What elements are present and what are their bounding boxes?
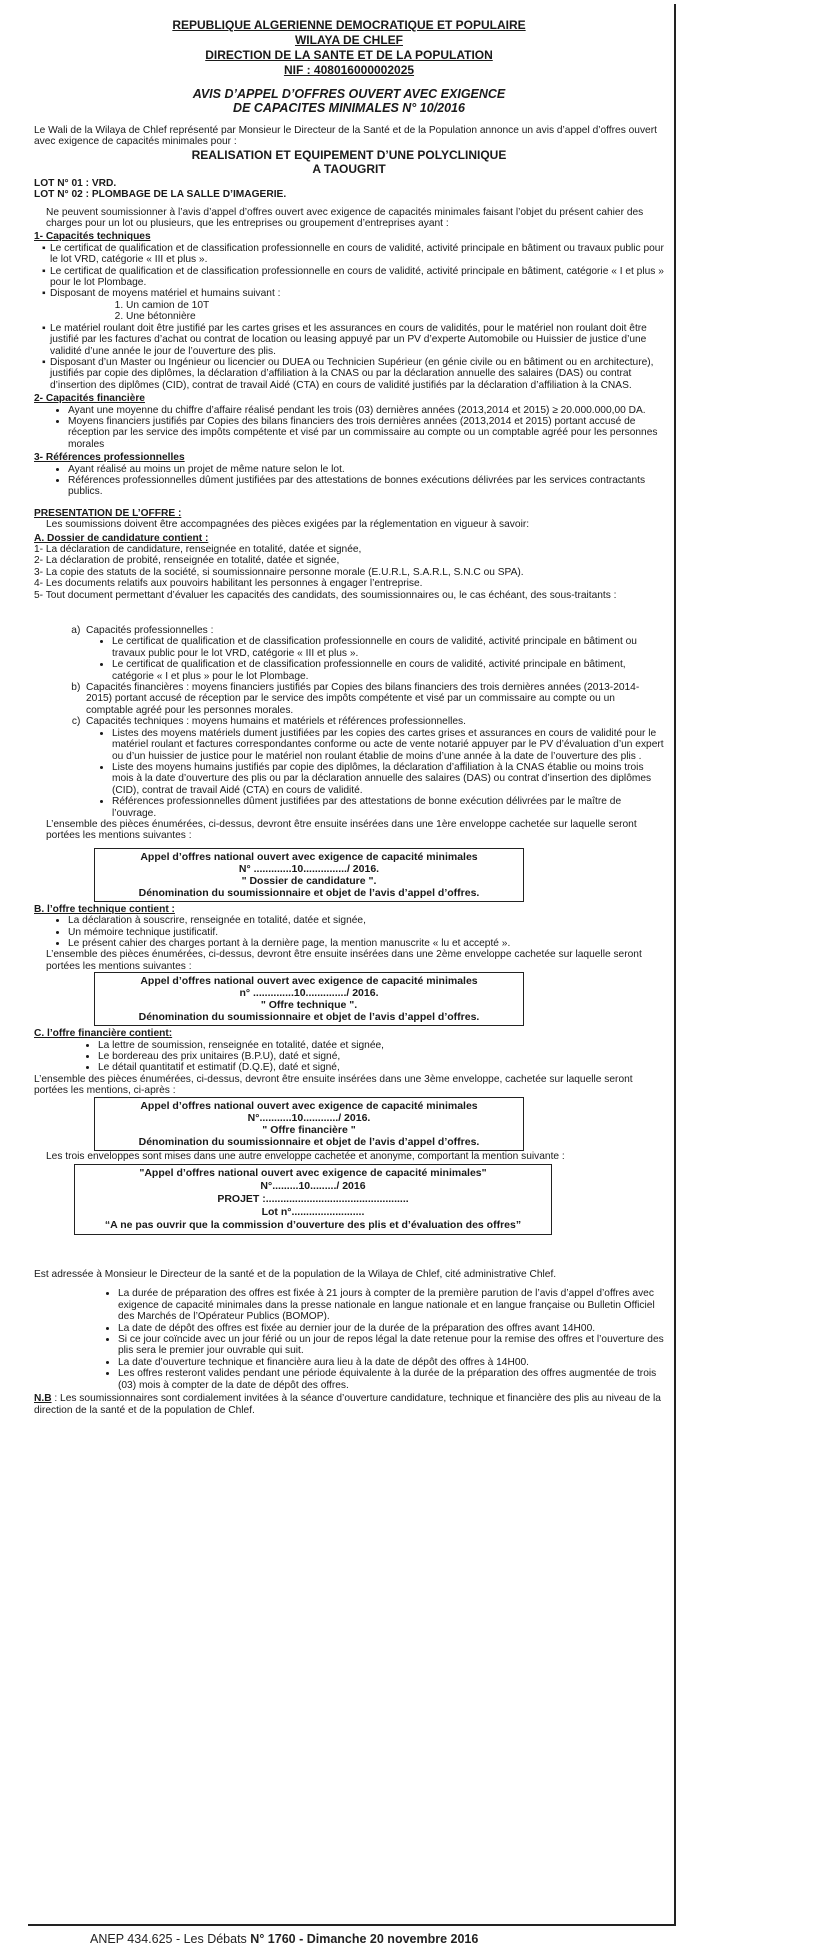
box-line: "Appel d’offres national ouvert avec exigence de capacité minimales": [139, 1167, 487, 1180]
dossier-item-1: 1- La déclaration de candidature, renseignée en totalité, datée et signée,: [34, 544, 362, 555]
rules-list: [34, 1288, 664, 1391]
box-line: Appel d’offres national ouvert avec exigence de capacité minimales: [140, 850, 478, 863]
box-line: Dénomination du soumissionnaire et objet de l’avis d’appel d’offres.: [138, 1011, 480, 1024]
list-item: • Le présent cahier des charges portant à la dernière page, la mention manuscrite « lu et accepté ».: [68, 938, 664, 949]
list-item: • Le certificat de qualification et de classification professionnelle en cours de validité, activité principale en bâtiment, catégorie « I et plus » pour le lot Plombage.: [112, 659, 664, 682]
dossier-closing: L’ensemble des pièces énumérées, ci-dessus, devront être ensuite insérées dans une 1ère enveloppe cachetée sur laquelle seront portées les mentions suivantes :: [46, 818, 637, 842]
dossier-item-3: 3- La copie des statuts de la société, si soumissionnaire personne morale (E.U.R.L, S.A.R.L, S.N.C ou SPA).: [34, 566, 524, 578]
references-heading: 3- Références professionnelles: [34, 452, 185, 464]
financial-offer-list: [34, 1040, 664, 1074]
box-line: Dénomination du soumissionnaire et objet de l’avis d’appel d’offres.: [138, 886, 480, 899]
list-item: ▪ Le matériel roulant doit être justifié par les cartes grises et les assurances en cours de validités, pour le matériel non roulant doit être justifié par les factures d’achat ou contrat de location ou leasing appuyé par un PV d’experte Automobile ou Huissier de justice d’une validité d’une année le jour de l’ouverture des plis.: [44, 323, 664, 357]
list-item: • Références professionnelles dûment justifiées par des attestations de bonnes exécutions délivrées par les services contractants publics.: [68, 475, 664, 498]
professional-label: Capacités professionnelles :: [86, 625, 214, 637]
header-nif: NIF : 408016000002025: [283, 63, 415, 77]
list-item: ▪ Disposant d’un Master ou Ingénieur ou licencier ou DUEA ou Technicien Supérieur (en génie civile ou en bâtiment ou en architecture), justifiés par copie des diplômes, la déclaration d’affiliation à la CNAS ou par la déclaration annuelle des salaires (DAS) ou contrat d’insertion des diplômes (CID), contrat de travail Aidé (CTA) en cours de validité justifiés par la déclaration d’affiliation à la CNAS.: [44, 357, 664, 391]
technical-list: [86, 728, 664, 819]
box-line: Dénomination du soumissionnaire et objet de l’avis d’appel d’offres.: [138, 1135, 480, 1148]
list-item: • Le certificat de qualification et de classification professionnelle en cours de validité, activité principale en bâtiment ou travaux public pour le lot VRD, catégorie « III et plus ».: [112, 636, 664, 659]
list-item-professional: [86, 625, 664, 682]
box-line: " Offre financière ": [262, 1123, 356, 1136]
box-line: " Dossier de candidature ".: [241, 874, 377, 887]
dossier-item-5: 5- Tout document permettant d’évaluer les capacités des candidats, des soumissionnaires ou, le cas échéant, des sous-traitants :: [34, 589, 617, 601]
technical-envelope-box: [94, 972, 524, 1026]
list-item-technical: [86, 716, 664, 819]
box-line: Appel d’offres national ouvert avec exigence de capacité minimales: [140, 1099, 478, 1112]
presentation-heading: PRESENTATION DE L’OFFRE :: [34, 507, 182, 519]
list-item: • La date d’ouverture technique et financière aura lieu à la date de dépôt des offres à 14H00.: [118, 1357, 664, 1368]
technical-label: Capacités techniques : moyens humains et matériels et références professionnelles.: [86, 716, 466, 728]
financial-offer-closing: L’ensemble des pièces énumérées, ci-dessus, devront être ensuite insérées dans une 3ème enveloppe, cachetée sur laquelle seront portées les mentions, ci-après :: [34, 1073, 633, 1097]
list-item: 1. Un camion de 10T: [126, 300, 664, 311]
box-line: n° ..............10............../ 2016.: [239, 987, 379, 1000]
list-item: • Le détail quantitatif et estimatif (D.Q.E), daté et signé,: [98, 1062, 664, 1073]
technical-offer-list: [34, 915, 664, 949]
list-item: • Références professionnelles dûment justifiées par des attestations de bonne exécution délivrées par le maître de l’ouvrage.: [112, 796, 664, 819]
header-wilaya: WILAYA DE CHLEF: [294, 33, 403, 47]
tech-capacity-heading: 1- Capacités techniques: [34, 231, 151, 243]
notice-title-line2: DE CAPACITES MINIMALES N° 10/2016: [233, 101, 465, 115]
list-item: ▪ Le certificat de qualification et de classification professionnelle en cours de validité, activité principale en bâtiment ou travaux public pour le lot VRD, catégorie « III et plus ».: [44, 243, 664, 266]
equipment-list: [34, 300, 664, 323]
capacity-sublist: [34, 625, 664, 819]
outer-envelope-text: Les trois enveloppes sont mises dans une autre enveloppe cachetée et anonyme, comportant la mention suivante :: [46, 1150, 565, 1162]
footer-issue: N° 1760 - Dimanche 20 novembre 2016: [250, 1932, 479, 1946]
lot-1: LOT N° 01 : VRD.: [34, 177, 117, 189]
technical-offer-closing: L’ensemble des pièces énumérées, ci-dessus, devront être ensuite insérées dans une 2ème enveloppe cachetée sur laquelle seront portées les mentions suivantes :: [46, 949, 642, 972]
address-paragraph: Est adressée à Monsieur le Directeur de la santé et de la population de la Wilaya de Chlef, cité administrative Chlef.: [34, 1269, 557, 1281]
list-item: • La déclaration à souscrire, renseignée en totalité, datée et signée,: [68, 915, 664, 926]
list-item: • Le bordereau des prix unitaires (B.P.U), daté et signé,: [98, 1051, 664, 1062]
nb-text: : Les soumissionnaires sont cordialement invitées à la séance d’ouverture candidature, technique et financière des plis au niveau de la direction de la santé et de la population de Chlef.: [34, 1393, 661, 1416]
list-item: ▪ Le certificat de qualification et de classification professionnelle en cours de validité, activité principale en bâtiment, catégorie « I et plus » pour le lot Plombage.: [44, 266, 664, 289]
notice-page: [28, 4, 676, 1926]
dossier-item-2: 2- La déclaration de probité, renseignée en totalité, datée et signée,: [34, 555, 340, 567]
notice-content: [34, 18, 664, 1416]
financial-offer-heading: C. l’offre financière contient:: [34, 1028, 173, 1040]
footer-source: ANEP 434.625 - Les Débats: [90, 1932, 247, 1946]
financial-capacity-heading: 2- Capacités financière: [34, 393, 145, 405]
list-item: 2. Une bétonnière: [126, 311, 664, 322]
outer-envelope-box: [74, 1164, 552, 1235]
header-direction: DIRECTION DE LA SANTE ET DE LA POPULATION: [205, 48, 493, 62]
nb-paragraph: [34, 1393, 664, 1416]
publication-footer: [90, 1932, 478, 1946]
list-item: • Moyens financiers justifiés par Copies des bilans financiers des trois dernières années (2013,2014 et 2015) portant accusé de réception par les service des impôts compétente et visé par un commissaire au compte ou un comptable agréé pour les personnes morales: [68, 416, 664, 450]
list-item: • La durée de préparation des offres est fixée à 21 jours à compter de la première parution de l’avis d’appel d’offres avec exigence de capacité minimales dans la presse nationale en langue nationale et en langue française ou Bulletin Officiel des Marchés de l’Opérateur Publics (BOMOP).: [118, 1288, 664, 1322]
list-item: • Ayant réalisé au moins un projet de même nature selon le lot.: [68, 464, 664, 475]
professional-list: [86, 636, 664, 682]
list-item: • Si ce jour coïncide avec un jour férié ou un jour de repos légal la date retenue pour la remise des offres et l’ouverture des plis sera le premier jour ouvrable qui suit.: [118, 1334, 664, 1357]
dossier-item-4: 4- Les documents relatifs aux pouvoirs habilitant les personnes à engager l’entreprise.: [34, 578, 423, 590]
list-item: • Liste des moyens humains justifiés par copie des diplômes, la déclaration d’affiliation à la CNAS établie ou moins trois mois à la date d’ouverture des plis ou par la déclaration annuelle des salaires (DAS) ou contrat d’insertion des diplômes (CID), contrat de travail Aidé (CTA) en cours de validité.: [112, 762, 664, 796]
tech-capacity-list-2: [34, 323, 664, 391]
list-item: • Les offres resteront valides pendant une période équivalente à la durée de la préparation des offres augmentée de trois (03) mois à compter de la date de dépôt des offres.: [118, 1368, 664, 1391]
list-item-financial: b. Capacités financières : moyens financiers justifiés par Copies des bilans financiers des trois dernières années (2013-2014-2015) portant accusé de réception par le service des impôts compétente et visé par un commissaire au compte ou un comptable agréé pour les personnes morales.: [86, 682, 664, 716]
eligibility-paragraph: Ne peuvent soumissionner à l’avis d’appel d’offres ouvert avec exigence de capacités minimales faisant l’objet du présent cahier des charges pour un lot ou plusieurs, que les entreprises ou groupement d’entreprises ayant :: [46, 206, 644, 230]
list-item: ▪ Disposant de moyens matériel et humains suivant :: [44, 288, 664, 299]
dossier-envelope-box: [94, 848, 524, 902]
lot-2: LOT N° 02 : PLOMBAGE DE LA SALLE D’IMAGERIE.: [34, 189, 287, 201]
list-item: • Listes des moyens matériels dument justifiées par les copies des cartes grises et assurances en cours de validité pour le matériel roulant et factures correspondantes conforme ou acte de vente notarié appuyer par le PV d’évaluation d’un expert ou d’un huissier de justice pour le matériel non roulant établie de moins d’une année à la date de l’ouverture des plis .: [112, 728, 664, 762]
box-line: N°...........10............/ 2016.: [247, 1111, 371, 1124]
list-item: • Ayant une moyenne du chiffre d’affaire réalisé pendant les trois (03) dernières années (2013,2014 et 2015) ≥ 20.000.000,00 DA.: [68, 405, 664, 416]
project-title-line2: A TAOUGRIT: [312, 161, 386, 176]
box-line: " Offre technique ".: [260, 999, 358, 1012]
header-republic: REPUBLIQUE ALGERIENNE DEMOCRATIQUE ET POPULAIRE: [172, 18, 526, 32]
box-line: “A ne pas ouvrir que la commission d’ouverture des plis et d’évaluation des offres”: [104, 1219, 522, 1232]
list-item: • Un mémoire technique justificatif.: [68, 927, 664, 938]
technical-offer-heading: B. l’offre technique contient :: [34, 903, 175, 915]
box-line: N°.........10........./ 2016: [260, 1180, 366, 1193]
box-line: N° .............10.............../ 2016.: [238, 862, 380, 875]
intro-paragraph: Le Wali de la Wilaya de Chlef représenté par Monsieur le Directeur de la Santé et de la Population annonce un avis d’appel d’offres ouvert avec exigence de capacités minimales pour :: [34, 125, 657, 148]
box-line: Lot n°.........................: [261, 1206, 365, 1219]
list-item: • La lettre de soumission, renseignée en totalité, datée et signée,: [98, 1040, 664, 1051]
box-line: PROJET :.................................................: [217, 1193, 409, 1206]
nb-label: N.B: [34, 1393, 52, 1405]
notice-title-line1: AVIS D’APPEL D’OFFRES OUVERT AVEC EXIGENCE: [192, 87, 506, 101]
box-line: Appel d’offres national ouvert avec exigence de capacité minimales: [140, 975, 478, 988]
list-item: • La date de dépôt des offres est fixée au dernier jour de la durée de la préparation des offres avant 14H00.: [118, 1323, 664, 1334]
presentation-intro: Les soumissions doivent être accompagnées des pièces exigées par la réglementation en vigueur à savoir:: [46, 519, 530, 531]
dossier-heading: A. Dossier de candidature contient :: [34, 532, 209, 544]
references-list: [34, 464, 664, 498]
financial-envelope-box: [94, 1097, 524, 1151]
financial-capacity-list: [34, 405, 664, 451]
project-title-line1: REALISATION ET EQUIPEMENT D’UNE POLYCLINIQUE: [191, 147, 507, 162]
tech-capacity-list: [34, 243, 664, 300]
